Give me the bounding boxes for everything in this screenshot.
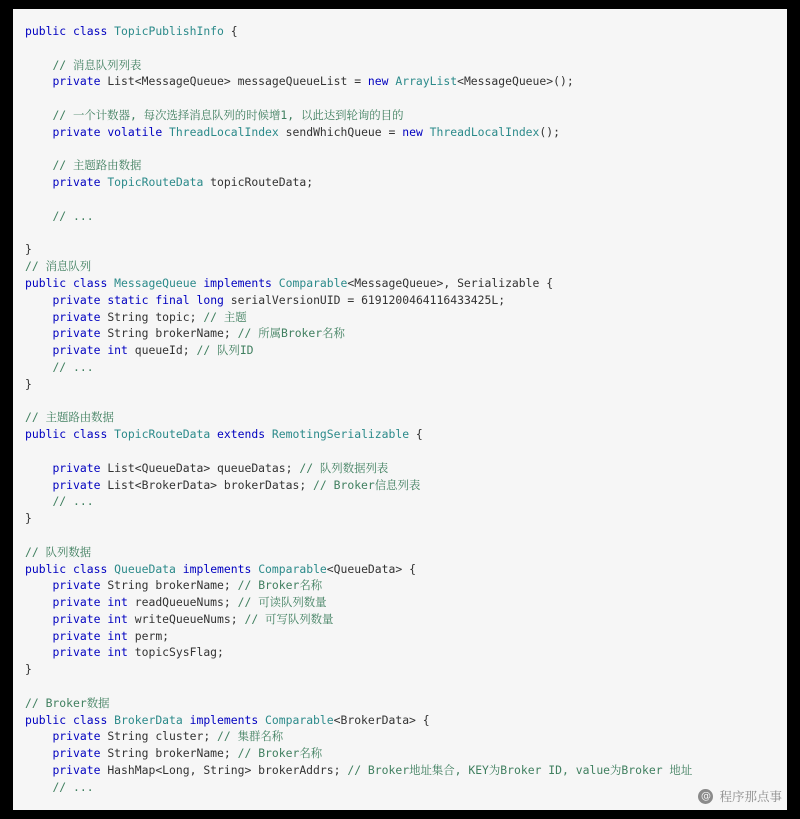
code-token — [25, 780, 52, 794]
code-token: // 主题路由数据 — [25, 410, 114, 425]
code-token: int — [107, 595, 128, 610]
code-line — [25, 393, 787, 410]
code-token: private — [52, 763, 101, 778]
code-token: TopicPublishInfo — [114, 24, 224, 38]
code-token: // 集群名称 — [217, 729, 284, 744]
code-line — [25, 342, 787, 359]
code-token: RemotingSerializable — [271, 427, 410, 442]
code-line — [25, 174, 787, 191]
code-line — [25, 325, 787, 342]
code-token: public — [25, 561, 67, 576]
code-token: queueId; — [127, 343, 197, 358]
code-token: BrokerData — [114, 712, 183, 727]
code-token — [423, 125, 430, 139]
code-token — [25, 310, 52, 324]
code-token: implements — [203, 275, 272, 290]
code-token: private — [52, 645, 101, 660]
code-line — [25, 208, 787, 225]
code-token: String cluster; — [107, 729, 218, 744]
code-token: private — [52, 175, 101, 190]
code-token: ThreadLocalIndex — [429, 124, 540, 139]
code-line — [25, 191, 787, 208]
code-token: public — [25, 24, 67, 38]
code-token: String brokerName; — [107, 326, 238, 341]
code-token: private — [52, 460, 101, 475]
code-token — [66, 427, 73, 441]
code-token — [25, 343, 52, 357]
code-line — [25, 611, 787, 628]
code-token — [25, 293, 52, 307]
code-token — [25, 108, 52, 122]
code-token: // ... — [52, 359, 94, 374]
java-code-listing — [13, 23, 787, 796]
code-token: private — [52, 343, 101, 358]
code-token — [25, 360, 52, 374]
code-token: private — [52, 595, 101, 610]
code-token: private — [52, 729, 101, 744]
code-line — [25, 779, 787, 796]
code-token — [25, 74, 52, 88]
code-token: readQueueNums; — [127, 595, 238, 610]
code-token — [25, 645, 52, 659]
code-token: sendWhichQueue = — [278, 124, 403, 139]
code-token: // Broker名称 — [237, 578, 323, 593]
code-token: private — [52, 746, 101, 761]
code-line — [25, 241, 787, 258]
code-token: List<QueueData> queueDatas; — [107, 460, 300, 475]
watermark-label: 程序那点事 — [719, 790, 782, 804]
code-line — [25, 443, 787, 460]
code-token: // Broker信息列表 — [313, 477, 421, 492]
code-token: final — [155, 292, 190, 307]
code-token: // 队列数据列表 — [299, 460, 389, 475]
code-line — [25, 225, 787, 242]
code-token — [66, 562, 73, 576]
code-line — [25, 309, 787, 326]
code-token: MessageQueue — [114, 275, 197, 290]
code-token — [25, 763, 52, 777]
code-line — [25, 409, 787, 426]
code-token: private — [52, 326, 101, 341]
code-token: // 可读队列数量 — [237, 595, 327, 610]
code-line — [25, 460, 787, 477]
code-token — [176, 562, 183, 576]
code-line — [25, 544, 787, 561]
code-token: int — [107, 645, 128, 660]
code-token: implements — [182, 561, 252, 576]
code-line — [25, 107, 787, 124]
code-token: ArrayList — [395, 74, 458, 89]
code-token: String topic; — [107, 309, 204, 324]
code-token: int — [107, 343, 128, 358]
code-token — [25, 729, 52, 743]
code-token: static — [107, 292, 149, 307]
code-token — [25, 209, 52, 223]
code-token: } — [25, 511, 32, 526]
code-token: // 所属Broker名称 — [237, 326, 345, 341]
code-line — [25, 561, 787, 578]
code-token: { — [223, 24, 238, 38]
code-token: // 可写队列数量 — [244, 611, 334, 626]
code-token: <MessageQueue>(); — [457, 74, 574, 89]
code-block-card — [13, 9, 787, 810]
code-token: perm; — [127, 628, 170, 643]
code-token — [66, 276, 73, 290]
code-line — [25, 258, 787, 275]
code-token: // Broker数据 — [25, 695, 110, 710]
code-token: // ... — [52, 208, 94, 223]
code-line — [25, 527, 787, 544]
code-token: TopicRouteData — [107, 175, 204, 190]
code-token: private — [52, 74, 101, 89]
code-token: // 主题 — [203, 309, 247, 324]
code-token: // ... — [52, 494, 94, 509]
code-token: String brokerName; — [107, 578, 238, 593]
code-token: <MessageQueue>, Serializable { — [347, 275, 554, 290]
code-token: private — [52, 124, 101, 139]
code-token: Comparable — [258, 561, 327, 576]
code-token: Comparable — [265, 712, 334, 727]
code-token: int — [107, 628, 128, 643]
code-token: new — [402, 124, 423, 139]
code-token — [25, 629, 52, 643]
code-token — [272, 276, 279, 290]
code-token: // Broker名称 — [237, 746, 323, 761]
code-token — [25, 578, 52, 592]
code-token: // 主题路由数据 — [52, 158, 142, 173]
code-token — [66, 713, 73, 727]
code-line — [25, 124, 787, 141]
code-line — [25, 40, 787, 57]
code-line — [25, 594, 787, 611]
code-line — [25, 628, 787, 645]
code-token: TopicRouteData — [114, 427, 211, 442]
code-line — [25, 141, 787, 158]
code-token — [25, 494, 52, 508]
code-token — [25, 125, 52, 139]
code-token: private — [52, 292, 101, 307]
code-token: // ... — [52, 779, 94, 794]
code-line — [25, 376, 787, 393]
code-token — [25, 175, 52, 189]
code-token: class — [73, 24, 108, 38]
code-line — [25, 661, 787, 678]
code-token — [66, 24, 73, 38]
code-line — [25, 477, 787, 494]
code-token: } — [25, 376, 32, 391]
code-token: long — [196, 292, 224, 307]
code-line — [25, 712, 787, 729]
code-token: implements — [189, 712, 259, 727]
code-token: extends — [217, 427, 266, 442]
code-token: private — [52, 611, 101, 626]
code-token: // 队列数据 — [25, 544, 92, 559]
code-line — [25, 90, 787, 107]
code-token: // 队列ID — [196, 343, 254, 358]
code-token — [25, 158, 52, 172]
at-sign-icon: @ — [698, 789, 713, 804]
code-token: (); — [539, 124, 560, 139]
code-token: ThreadLocalIndex — [169, 124, 279, 139]
code-line — [25, 157, 787, 174]
code-token — [183, 713, 190, 727]
code-line — [25, 359, 787, 376]
code-line — [25, 728, 787, 745]
code-token: { — [409, 427, 423, 442]
code-token: // 一个计数器, 每次选择消息队列的时候增1, 以此达到轮询的目的 — [52, 107, 404, 122]
code-token: QueueData — [114, 561, 176, 576]
code-token: List<MessageQueue> messageQueueList = — [107, 74, 368, 89]
code-token — [25, 461, 52, 475]
code-line — [25, 493, 787, 510]
code-token: topicSysFlag; — [127, 645, 224, 660]
code-token: String brokerName; — [107, 746, 238, 761]
code-token: class — [73, 561, 108, 576]
code-token: class — [73, 712, 108, 727]
code-line — [25, 510, 787, 527]
code-token: <BrokerData> { — [333, 712, 430, 727]
code-token: Comparable — [278, 275, 348, 290]
code-token: private — [52, 309, 101, 324]
code-token: public — [25, 427, 67, 442]
code-token — [265, 427, 272, 441]
code-line — [25, 678, 787, 695]
code-token: topicRouteData; — [203, 175, 314, 190]
code-token: int — [107, 611, 128, 626]
code-token: volatile — [107, 124, 163, 139]
code-line — [25, 577, 787, 594]
code-line — [25, 426, 787, 443]
code-token: class — [73, 427, 108, 442]
code-token: class — [73, 275, 108, 290]
code-token: } — [25, 242, 32, 257]
code-token — [25, 478, 52, 492]
code-token — [25, 326, 52, 340]
code-token: <QueueData> { — [326, 561, 416, 576]
code-token: writeQueueNums; — [127, 611, 245, 626]
code-token: // 消息队列 — [25, 259, 92, 274]
code-line — [25, 292, 787, 309]
code-line — [25, 275, 787, 292]
code-token: new — [367, 74, 389, 89]
code-token: private — [52, 628, 101, 643]
code-line — [25, 695, 787, 712]
code-token: private — [52, 578, 101, 593]
code-token: public — [25, 275, 67, 290]
code-line — [25, 23, 787, 40]
watermark — [698, 787, 782, 805]
code-token: HashMap<Long, String> brokerAddrs; — [107, 763, 348, 778]
code-token: } — [25, 662, 32, 677]
code-token — [25, 595, 52, 609]
code-line — [25, 762, 787, 779]
code-token: // Broker地址集合, KEY为Broker ID, value为Broker 地址 — [347, 763, 693, 778]
code-token: List<BrokerData> brokerDatas; — [107, 477, 314, 492]
code-token: serialVersionUID = 6191200464116433425L; — [223, 292, 506, 307]
code-line — [25, 57, 787, 74]
code-line — [25, 745, 787, 762]
code-token: private — [52, 477, 101, 492]
code-token — [25, 746, 52, 760]
code-token: // 消息队列列表 — [52, 57, 142, 72]
code-line — [25, 73, 787, 90]
code-line — [25, 644, 787, 661]
code-token — [25, 58, 52, 72]
code-token — [25, 612, 52, 626]
code-token: public — [25, 712, 67, 727]
